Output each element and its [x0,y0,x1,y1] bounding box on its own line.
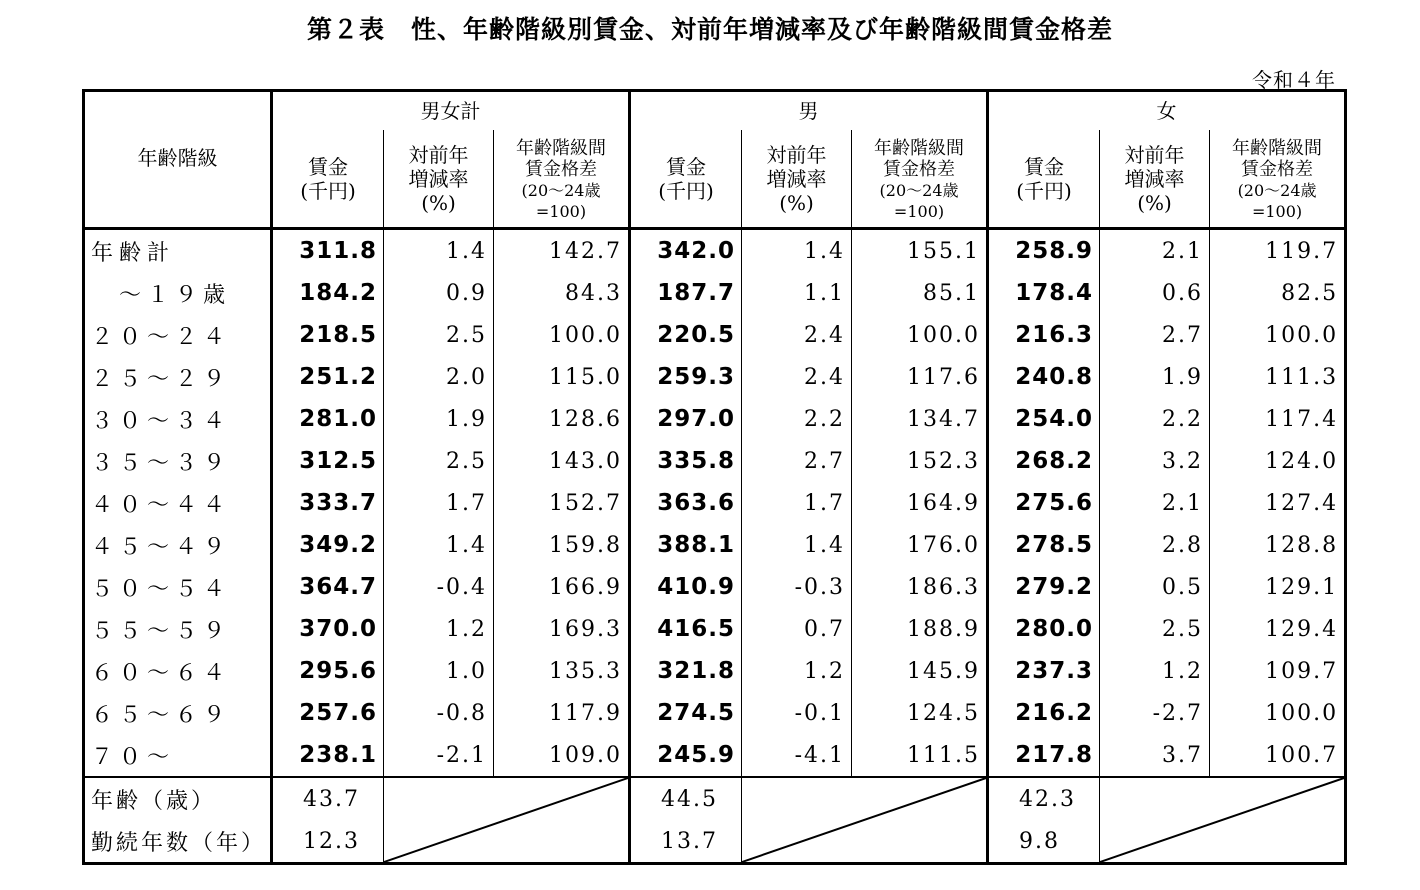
diff-cell: 100.0 [1210,314,1346,356]
diff-cell: 117.6 [852,356,988,398]
table-row [84,650,1346,692]
age-class-label: ３５～３９ [91,450,232,476]
diff-cell: 109.0 [494,734,630,777]
table-row [84,272,1346,314]
table-row [84,482,1346,524]
empty-cell-diagonal [384,777,630,864]
wage-cell: 333.7 [272,482,384,524]
rate-cell: 1.1 [742,272,852,314]
diff-cell: 142.7 [494,229,630,273]
wage-cell: 245.9 [630,734,742,777]
wage-cell: 187.7 [630,272,742,314]
wage-cell: 370.0 [272,608,384,650]
diff-cell: 128.8 [1210,524,1346,566]
diff-cell: 117.4 [1210,398,1346,440]
rate-cell: 1.2 [384,608,494,650]
rate-cell: 1.9 [384,398,494,440]
rate-cell: 2.8 [1100,524,1210,566]
diff-cell: 143.0 [494,440,630,482]
table-row [84,524,1346,566]
wage-cell: 297.0 [630,398,742,440]
diff-cell: 135.3 [494,650,630,692]
year-note: 令和４年 [1252,68,1336,92]
rate-cell: 2.7 [742,440,852,482]
wage-cell: 178.4 [988,272,1100,314]
wage-cell: 268.2 [988,440,1100,482]
wage-cell: 217.8 [988,734,1100,777]
rate-cell: 0.5 [1100,566,1210,608]
wage-cell: 311.8 [272,229,384,273]
table-title: 第２表 性、年齢階級別賃金、対前年増減率及び年齢階級間賃金格差 [306,15,1113,44]
group-header-total: 男女計 [272,91,630,131]
wage-cell: 251.2 [272,356,384,398]
rate-cell: -0.4 [384,566,494,608]
rate-cell: 0.9 [384,272,494,314]
rate-cell: -0.1 [742,692,852,734]
wage-cell: 388.1 [630,524,742,566]
rate-cell: 1.7 [384,482,494,524]
diff-cell: 100.0 [1210,692,1346,734]
wage-cell: 295.6 [272,650,384,692]
diff-cell: 109.7 [1210,650,1346,692]
group-header-female: 女 [988,91,1346,131]
table-row [84,356,1346,398]
footer-value: 13.7 [630,820,742,864]
rate-cell: 2.4 [742,356,852,398]
diff-cell: 127.4 [1210,482,1346,524]
wage-cell: 363.6 [630,482,742,524]
footer-value: 44.5 [630,777,742,820]
diff-header: 年齢階級間 賃金格差 (20～24歳 =100) [1210,130,1346,229]
age-class-label: ７０～ [91,744,176,770]
age-class-label: ６０～６４ [91,660,232,686]
rate-cell: 0.7 [742,608,852,650]
footer-label: 勤続年数（年） [91,830,267,856]
rate-cell: 2.5 [1100,608,1210,650]
rate-cell: 1.4 [742,229,852,273]
diff-cell: 129.4 [1210,608,1346,650]
age-class-label: ５５～５９ [91,618,232,644]
age-class-label: ２５～２９ [91,366,232,392]
diff-cell: 124.0 [1210,440,1346,482]
rate-cell: -0.8 [384,692,494,734]
wage-cell: 342.0 [630,229,742,273]
wage-cell: 218.5 [272,314,384,356]
wage-cell: 281.0 [272,398,384,440]
diff-cell: 164.9 [852,482,988,524]
table-row [84,440,1346,482]
wage-cell: 220.5 [630,314,742,356]
table-row [84,398,1346,440]
rate-cell: 2.5 [384,314,494,356]
wage-header: 賃金 (千円) [988,130,1100,229]
footer-value: 12.3 [272,820,384,864]
group-header-male: 男 [630,91,988,131]
rate-cell: 2.1 [1100,482,1210,524]
wage-cell: 237.3 [988,650,1100,692]
wage-cell: 349.2 [272,524,384,566]
wage-cell: 410.9 [630,566,742,608]
diff-cell: 159.8 [494,524,630,566]
age-class-label: ４０～４４ [91,492,232,518]
diff-cell: 186.3 [852,566,988,608]
diff-cell: 100.0 [852,314,988,356]
wage-cell: 240.8 [988,356,1100,398]
table-row [84,692,1346,734]
wage-cell: 416.5 [630,608,742,650]
table-row [84,608,1346,650]
wage-cell: 259.3 [630,356,742,398]
age-class-label: ～１９歳 [91,282,232,308]
age-class-header: 年齢階級 [84,91,272,229]
diff-cell: 152.7 [494,482,630,524]
footer-label: 年齢（歳） [84,777,272,820]
diff-cell: 176.0 [852,524,988,566]
rate-cell: 1.2 [742,650,852,692]
rate-cell: -2.1 [384,734,494,777]
empty-cell-diagonal [1100,777,1346,864]
diff-cell: 152.3 [852,440,988,482]
table-row [84,229,1346,273]
age-class-label: ２０～２４ [91,324,232,350]
rate-cell: 2.4 [742,314,852,356]
wage-cell: 321.8 [630,650,742,692]
rate-cell: 1.2 [1100,650,1210,692]
table-row [84,566,1346,608]
rate-cell: 2.1 [1100,229,1210,273]
wage-cell: 216.3 [988,314,1100,356]
diff-header: 年齢階級間 賃金格差 (20～24歳 =100) [494,130,630,229]
wage-cell: 312.5 [272,440,384,482]
wage-cell: 280.0 [988,608,1100,650]
diff-cell: 129.1 [1210,566,1346,608]
rate-cell: -2.7 [1100,692,1210,734]
rate-cell: 1.9 [1100,356,1210,398]
diff-cell: 124.5 [852,692,988,734]
diff-cell: 85.1 [852,272,988,314]
rate-cell: 2.0 [384,356,494,398]
age-class-label: ４５～４９ [91,534,232,560]
wage-cell: 275.6 [988,482,1100,524]
rate-cell: -0.3 [742,566,852,608]
footer-value: 9.8 [988,820,1100,864]
footer-row [84,777,1346,820]
diff-cell: 84.3 [494,272,630,314]
diff-cell: 145.9 [852,650,988,692]
rate-header: 対前年 増減率 (%) [384,130,494,229]
wage-cell: 335.8 [630,440,742,482]
rate-cell: 2.2 [742,398,852,440]
diff-cell: 169.3 [494,608,630,650]
rate-cell: 2.7 [1100,314,1210,356]
diff-cell: 117.9 [494,692,630,734]
age-class-label: ５０～５４ [91,576,232,602]
wage-cell: 257.6 [272,692,384,734]
sub-header-row [84,130,1346,229]
rate-cell: 1.7 [742,482,852,524]
diagonal-line [742,778,986,862]
table-row [84,314,1346,356]
diff-cell: 100.0 [494,314,630,356]
footer-value: 42.3 [988,777,1100,820]
group-header-row [84,91,1346,131]
diff-cell: 111.5 [852,734,988,777]
wage-cell: 278.5 [988,524,1100,566]
wage-cell: 216.2 [988,692,1100,734]
wage-table [82,89,1347,865]
age-class-label: 年齢計 [91,240,176,266]
rate-cell: 1.0 [384,650,494,692]
wage-header: 賃金 (千円) [272,130,384,229]
wage-cell: 184.2 [272,272,384,314]
empty-cell-diagonal [742,777,988,864]
rate-cell: 1.4 [742,524,852,566]
wage-cell: 258.9 [988,229,1100,273]
diff-cell: 134.7 [852,398,988,440]
wage-cell: 274.5 [630,692,742,734]
diff-cell: 100.7 [1210,734,1346,777]
diff-cell: 155.1 [852,229,988,273]
diff-cell: 128.6 [494,398,630,440]
table-row [84,734,1346,777]
rate-cell: 2.2 [1100,398,1210,440]
footer-value: 43.7 [272,777,384,820]
age-class-label: ６５～６９ [91,702,232,728]
rate-cell: 3.7 [1100,734,1210,777]
wage-header: 賃金 (千円) [630,130,742,229]
rate-cell: 1.4 [384,524,494,566]
rate-cell: 2.5 [384,440,494,482]
rate-header: 対前年 増減率 (%) [1100,130,1210,229]
wage-cell: 238.1 [272,734,384,777]
rate-cell: -4.1 [742,734,852,777]
diff-cell: 119.7 [1210,229,1346,273]
rate-cell: 3.2 [1100,440,1210,482]
wage-cell: 364.7 [272,566,384,608]
rate-header: 対前年 増減率 (%) [742,130,852,229]
age-class-label: ３０～３４ [91,408,232,434]
wage-cell: 279.2 [988,566,1100,608]
diff-cell: 166.9 [494,566,630,608]
wage-cell: 254.0 [988,398,1100,440]
diagonal-line [1100,778,1344,862]
rate-cell: 0.6 [1100,272,1210,314]
rate-cell: 1.4 [384,229,494,273]
diff-cell: 82.5 [1210,272,1346,314]
diff-cell: 111.3 [1210,356,1346,398]
diff-cell: 115.0 [494,356,630,398]
diagonal-line [384,778,628,862]
diff-cell: 188.9 [852,608,988,650]
diff-header: 年齢階級間 賃金格差 (20～24歳 =100) [852,130,988,229]
